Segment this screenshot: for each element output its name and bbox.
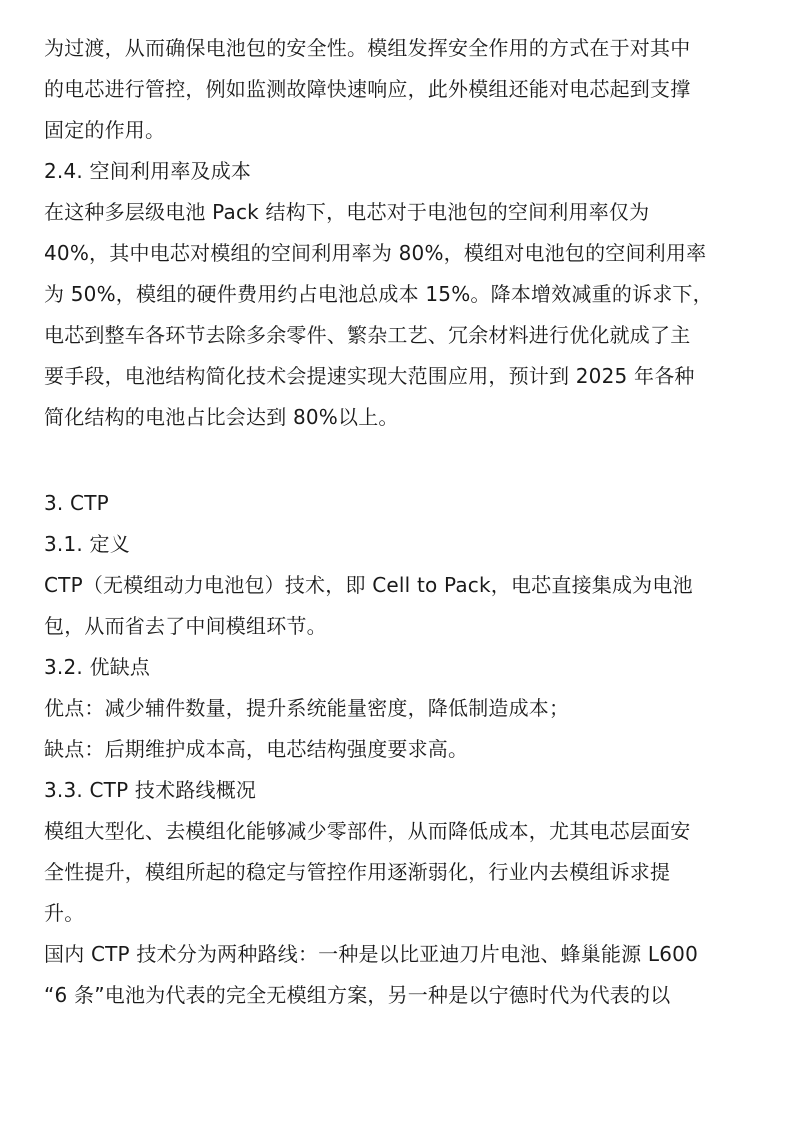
paragraph-line: 全性提升，模组所起的稳定与管控作用逐渐弱化，行业内去模组诉求提 xyxy=(44,860,671,884)
advantages-line: 优点：减少辅件数量，提升系统能量密度，降低制造成本； xyxy=(44,696,570,720)
paragraph-line: 简化结构的电池占比会达到 80%以上。 xyxy=(44,405,399,429)
paragraph-line: 要手段，电池结构简化技术会提速实现大范围应用，预计到 2025 年各种 xyxy=(44,364,695,388)
paragraph-line: 在这种多层级电池 Pack 结构下，电芯对于电池包的空间利用率仅为 xyxy=(44,200,650,224)
paragraph-line: 40%，其中电芯对模组的空间利用率为 80%，模组对电池包的空间利用率 xyxy=(44,241,707,265)
paragraph-line: 升。 xyxy=(44,901,85,925)
paragraph-line: 为 50%，模组的硬件费用约占电池总成本 15%。降本增效减重的诉求下， xyxy=(44,282,713,306)
section-heading-3-1: 3.1. 定义 xyxy=(44,532,130,556)
paragraph-line: 包，从而省去了中间模组环节。 xyxy=(44,614,327,638)
section-heading-2-4: 2.4. 空间利用率及成本 xyxy=(44,159,252,183)
paragraph-line: 为过渡，从而确保电池包的安全性。模组发挥安全作用的方式在于对其中 xyxy=(44,36,691,60)
paragraph-line: CTP（无模组动力电池包）技术，即 Cell to Pack，电芯直接集成为电池 xyxy=(44,573,693,597)
paragraph-line: “6 条”电池为代表的完全无模组方案，另一种是以宁德时代为代表的以 xyxy=(44,983,671,1007)
paragraph-line: 的电芯进行管控，例如监测故障快速响应，此外模组还能对电芯起到支撑 xyxy=(44,77,691,101)
section-heading-3-2: 3.2. 优缺点 xyxy=(44,655,151,679)
paragraph-line: 电芯到整车各环节去除多余零件、繁杂工艺、冗余材料进行优化就成了主 xyxy=(44,323,691,347)
paragraph-line: 固定的作用。 xyxy=(44,118,166,142)
paragraph-line: 模组大型化、去模组化能够减少零部件，从而降低成本，尤其电芯层面安 xyxy=(44,819,691,843)
paragraph-line: 国内 CTP 技术分为两种路线：一种是以比亚迪刀片电池、蜂巢能源 L600 xyxy=(44,942,699,966)
section-heading-3: 3. CTP xyxy=(44,491,109,515)
disadvantages-line: 缺点：后期维护成本高，电芯结构强度要求高。 xyxy=(44,737,469,761)
section-heading-3-3: 3.3. CTP 技术路线概况 xyxy=(44,778,257,802)
